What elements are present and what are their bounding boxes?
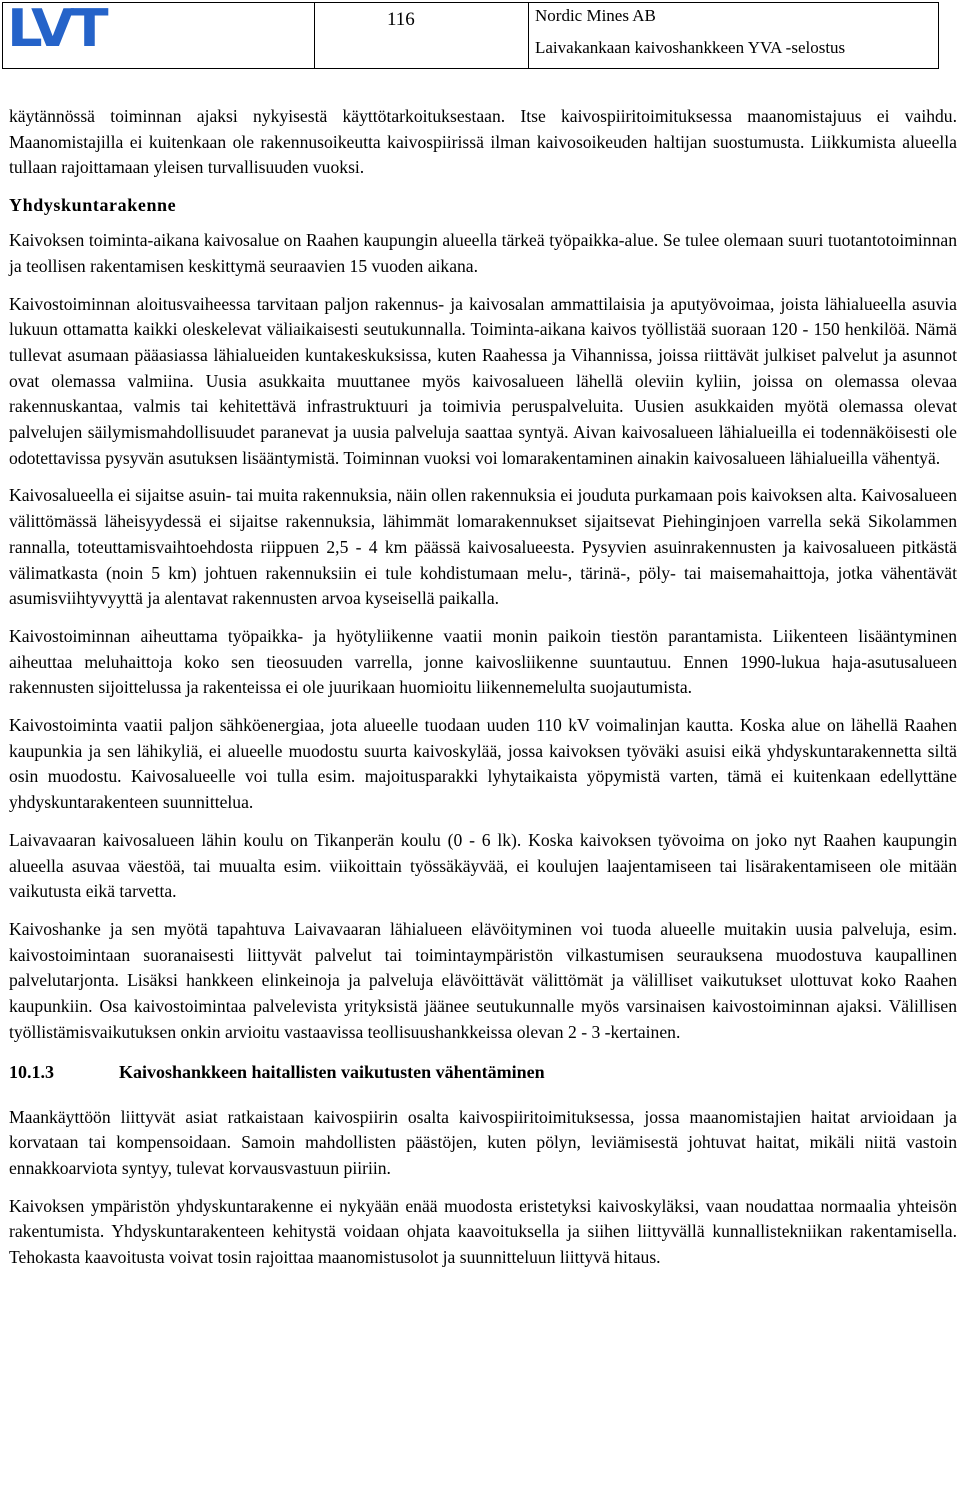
page-header [2, 2, 939, 69]
document-body [9, 104, 957, 1283]
logo-cell [3, 0, 315, 68]
paragraph: Maankäyttöön liittyvät asiat ratkaistaan kaivospiirin osalta kaivospiiritoimituksessa, jossa maanomistajien haitat arvioidaan ja korvataan tai kompensoidaan. Samoin mahdollisten päästöjen, kuten pölyn, leviämisestä johtuvat haitat, mikäli niitä vastoin ennakkoarviota syntyy, tulevat korvausvastuun piiriin. [9, 1106, 957, 1178]
report-title: Laivakankaan kaivoshankkeen YVA -selostus [535, 38, 846, 57]
paragraph: Kaivoksen toiminta-aikana kaivosalue on Raahen kaupungin alueella tärkeä työpaikka-alue. Se tulee olemaan suuri tuotantotoiminnan ja teollisen rakentamisen keskittymä seuraavien 15 vuoden aikana. [9, 230, 957, 276]
company-name: Nordic Mines AB [535, 6, 656, 25]
paragraph: Kaivoksen ympäristön yhdyskuntarakenne ei nykyään enää muodosta eristetyksi kaivoskyläksi, vaan noudattaa normaalia yhteisön rakentumista. Yhdyskuntarakenteen kehitystä voidaan ohjata kaavoituksella ja siihen liittyvällä kunnallistekniikan rakentamisella. Tehokasta kaavoitusta voivat tosin rajoittaa maanomistusolot ja suunnitteluun liittyvä hitaus. [9, 1195, 957, 1268]
paragraph: Laivavaaran kaivosalueen lähin koulu on Tikanperän koulu (0 - 6 lk). Koska kaivoksen työvoima on joko nyt Raahen kaupungin alueella asuvaa väestöä, tai muualta esim. viikoittain työssäkäyvää, ei koulujen laajentamiseen tai lisärakentamiseen ole mitään vaikutusta eikä tarvetta. [9, 829, 957, 902]
lvt-logo: LVT [7, 0, 105, 59]
paragraph: Kaivostoiminta vaatii paljon sähköenergiaa, jota alueelle tuodaan uuden 110 kV voimalinjan kautta. Koska alue on lähellä Raahen kaupunkia ja sen lähikyliä, ei alueelle muodostu suurta kaivoskylää, jossa kaivoksen työväki asuisi eikä yhdyskuntarakennetta siltä osin muodostu. Kaivosalueelle voi tulla esim. majoitusparakki lyhytaikaista yöpymistä varten, tämä ei kuitenkaan edellyttäne yhdyskuntarakenteen suunnittelua. [9, 715, 957, 813]
paragraph: Kaivosalueella ei sijaitse asuin- tai muita rakennuksia, näin ollen rakennuksia ei jouduta purkamaan pois kaivoksen alta. Kaivosalueen välittömässä läheisyydessä ei sijaitse rakennuksia, lähimmät lomarakennukset sijaitsevat Piehinginjoen varrella sekä Sikolammen rannalla, toteuttamisvaihtoehdosta riippuen 2,5 - 4 km päässä kaivosalueesta. Pysyvien asuinrakennusten ja kaivosalueen pitkästä välimatkasta (noin 5 km) johtuen rakennuksiin ei tule kohdistumaan melu-, tärinä-, pöly- tai maisemahaittoja, jotka vähentävät asumisviihtyvyyttä ja alentavat rakennusten arvoa kyseisellä paikalla. [9, 485, 957, 609]
paragraph: Kaivostoiminnan aloitusvaiheessa tarvitaan paljon rakennus- ja kaivosalan ammattilaisia ja aputyövoimaa, joista lähialueella asuvia lukuun ottamatta kaikki oleskelevat väliaikaisesti seutukunnalla. Toiminta-aikana kaivos työllistää suoraan 120 - 150 henkilöä. Nämä tullevat asumaan pääasiassa lähialueiden kuntakeskuksissa, kuten Raahessa ja Vihannissa, joissa riittävät julkiset palvelut ja asunnot ovat olemassa valmiina. Uusia asukkaita muuttanee myös kaivosalueen lähellä oleviin kyliin, joissa on olemassa olevaa rakennuskantaa, valmis tai kehitettävä infrastruktuuri ja toimivia peruspalveluita. Uusien asukkaiden myötä olemassa olevat palvelujen säilymismahdollisuudet paranevat ja uusia palveluja saattaa syntyä. Aivan kaivosalueen lähialueilla ei todennäköisesti ole odotettavissa pysyvän asutuksen lisääntymistä. Toiminnan vuoksi voi lomarakentaminen ainakin kaivosalueen lähialueilla vähentyä. [9, 293, 957, 468]
paragraph: käytännössä toiminnan ajaksi nykyisestä käyttötarkoituksestaan. Itse kaivospiiritoimituksessa maanomistajuus ei vaihdu. Maanomistajilla ei kuitenkaan ole rakennusoikeutta kaivospiirissä ilman kaivosoikeuden haltijan suostumusta. Liikkumista alueella tullaan rajoittamaan yleisen turvallisuuden vuoksi. [9, 106, 957, 178]
section-number: 10.1.3 [9, 1061, 54, 1082]
subheading-yhdyskuntarakenne: Yhdyskuntarakenne [9, 195, 177, 216]
page-number-cell [315, 3, 529, 68]
page-number: 116 [387, 9, 415, 30]
section-title: Kaivoshankkeen haitallisten vaikutusten vähentäminen [119, 1061, 545, 1082]
paragraph: Kaivoshanke ja sen myötä tapahtuva Laivavaaran lähialueen elävöityminen voi tuoda alueelle muitakin uusia palveluja, esim. kaivostoimintaan suoranaisesti liittyvät palvelut tai toimintaympäristön vilkastumisen seurauksena muodostuva kaupallinen palvelutarjonta. Lisäksi hankkeen elinkeinoja ja palveluja elävöittävät välittömät ja välilliset vaikutukset ulottuvat koko Raahen kaupunkiin. Osa kaivostoimintaa palvelevista yrityksistä jäänee seutukunnalle myös varsinaisen kaivostoiminnan ajaksi. Välillisen työllistämisvaikutuksen onkin arvioitu vastaavissa teollisuushankkeissa olevan 2 - 3 -kertainen. [9, 918, 957, 1042]
report-info-cell [529, 3, 938, 68]
paragraph: Kaivostoiminnan aiheuttama työpaikka- ja hyötyliikenne vaatii monin paikoin tiestön parantamista. Liikenteen lisääntyminen aiheuttaa meluhaittoja koko sen tieosuuden varrella, jonne kaivosliikenne suuntautuu. Ennen 1990-lukua haja-asutusalueen rakennusten sijoittelussa ja rakenteissa ei ole juurikaan huomioitu liikennemelulta suojautumista. [9, 625, 957, 698]
section-heading [9, 1060, 957, 1085]
